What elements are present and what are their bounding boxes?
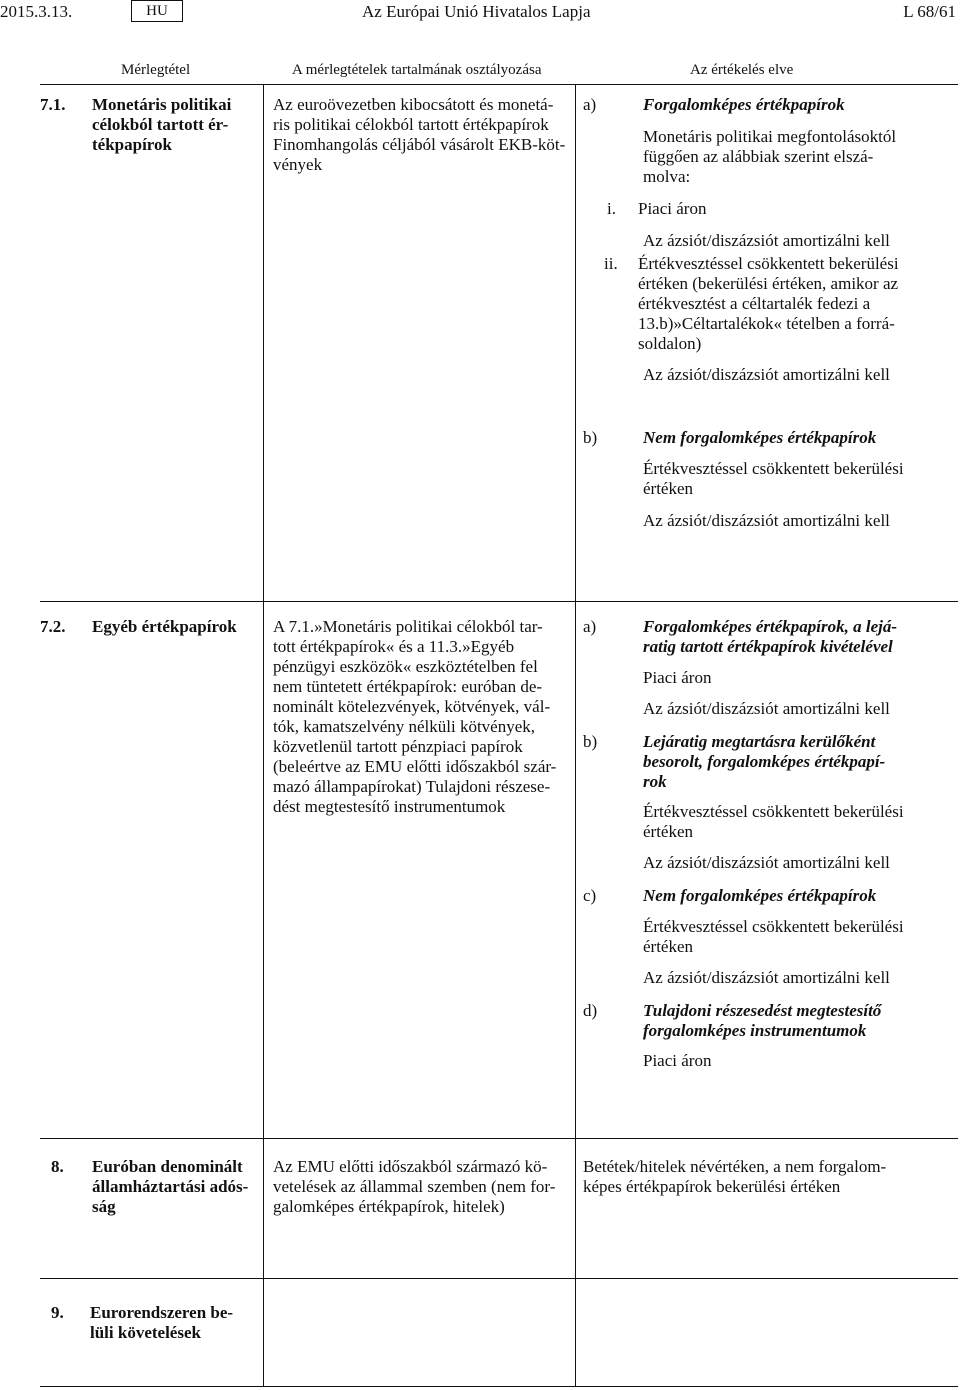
row-number: 9. (51, 1303, 64, 1322)
item-label: a) (583, 617, 597, 636)
row-separator (40, 1278, 958, 1279)
language-code-box: HU (131, 0, 183, 22)
item-text: Piaci áron (643, 1051, 712, 1070)
item-label: b) (583, 732, 598, 751)
item-label: a) (583, 95, 597, 114)
item-label: b) (583, 428, 598, 447)
row-title: Monetáris politikai célokból tartott ér- tékpapírok (92, 95, 232, 154)
amortization-note: Az ázsiót/diszázsiót amortizálni kell (643, 365, 890, 384)
column-divider (575, 84, 576, 1386)
table-header-rule (40, 84, 958, 85)
item-text: Értékvesztéssel csökkentett bekerülési értéken (643, 917, 904, 956)
row-title: Eurorendszeren be- lüli követelések (90, 1303, 234, 1342)
row-valuation: Betétek/hitelek névértéken, a nem forgalom- képes értékpapírok bekerülési értéken (583, 1157, 887, 1196)
item-title: Tulajdoni részesedést megtestesítő forgalomképes instrumentumok (643, 1001, 882, 1040)
column-header-item: Mérlegtétel (121, 62, 191, 78)
item-text: Értékvesztéssel csökkentett bekerülési értéken (643, 459, 904, 498)
column-header-classification: A mérlegtételek tartalmának osztályozása (292, 62, 542, 78)
subitem-text: Értékvesztéssel csökkentett bekerülési értéken (bekerülési értéken, amikor az értékvesztést a céltartalék fedezi a 13.b)»Céltartalékok« tételben a forrá- soldalon) (638, 254, 899, 353)
amortization-note: Az ázsiót/diszázsiót amortizálni kell (643, 231, 890, 250)
row-separator (40, 1386, 958, 1387)
item-label: c) (583, 886, 597, 905)
row-separator (40, 1138, 958, 1139)
item-title: Forgalomképes értékpapírok (643, 95, 845, 114)
row-classification: A 7.1.»Monetáris politikai célokból tar- tott értékpapírok« és a 11.3.»Egyéb pénzügyi eszközök« eszköztételben fel nem tüntetett értékpapírok: euróban de- nominált kötelezvények, kötvények, vál- tók, kamatszelvény nélküli kötvények, közvetlenül tartott pénzpiaci papírok (beleértve az EMU előtti időszakból szár- mazó állampapírokat) Tulajdoni részese- dést megtestesítő instrumentumok (273, 617, 557, 816)
amortization-note: Az ázsiót/diszázsiót amortizálni kell (643, 968, 890, 987)
row-classification: Az euroövezetben kibocsátott és monetá- ris politikai célokból tartott értékpapírok Finomhangolás céljából vásárolt EKB-köt- vények (273, 95, 566, 174)
item-text: Piaci áron (643, 668, 712, 687)
row-number: 8. (51, 1157, 64, 1176)
item-text: Monetáris politikai megfontolásoktól függően az alábbiak szerint elszá- molva: (643, 127, 897, 186)
item-title: Nem forgalomképes értékpapírok (643, 428, 877, 447)
subitem-label: i. (607, 199, 616, 218)
item-text: Értékvesztéssel csökkentett bekerülési értéken (643, 802, 904, 841)
amortization-note: Az ázsiót/diszázsiót amortizálni kell (643, 853, 890, 872)
column-header-valuation: Az értékelés elve (690, 62, 794, 78)
subitem-text: Piaci áron (638, 199, 707, 218)
item-title: Lejáratig megtartásra kerülőként besorolt, forgalomképes értékpapí- rok (643, 732, 886, 791)
row-separator (40, 601, 958, 602)
amortization-note: Az ázsiót/diszázsiót amortizálni kell (643, 699, 890, 718)
page-reference: L 68/61 (903, 2, 956, 21)
row-title: Euróban denominált államháztartási adós- ság (92, 1157, 249, 1216)
row-number: 7.2. (40, 617, 66, 636)
item-title: Nem forgalomképes értékpapírok (643, 886, 877, 905)
column-divider (263, 84, 264, 1386)
header-date: 2015.3.13. (0, 2, 73, 21)
item-label: d) (583, 1001, 598, 1020)
amortization-note: Az ázsiót/diszázsiót amortizálni kell (643, 511, 890, 530)
row-number: 7.1. (40, 95, 66, 114)
row-title: Egyéb értékpapírok (92, 617, 237, 636)
subitem-label: ii. (604, 254, 618, 273)
row-classification: Az EMU előtti időszakból származó kö- vetelések az állammal szemben (nem for- galomképes értékpapírok, hitelek) (273, 1157, 556, 1216)
journal-title: Az Európai Unió Hivatalos Lapja (362, 2, 591, 21)
item-title: Forgalomképes értékpapírok, a lejá- ratig tartott értékpapírok kivételével (643, 617, 898, 656)
